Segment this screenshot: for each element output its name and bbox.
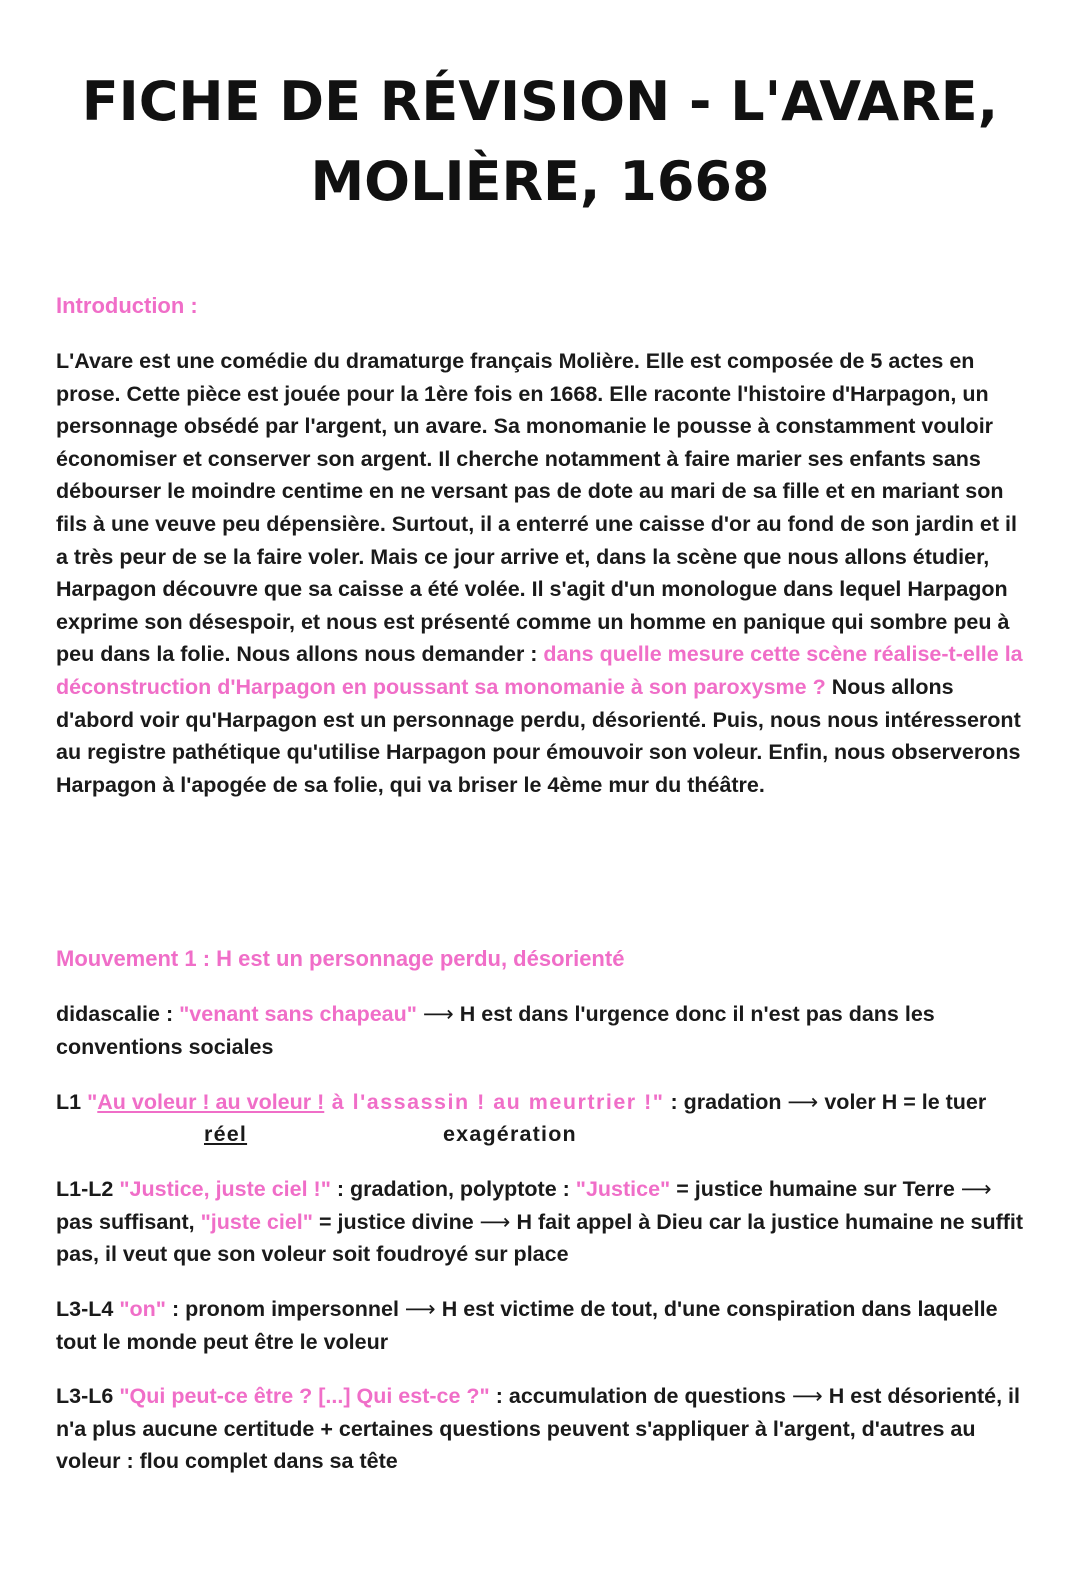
arrow-icon: ⟶ [479,1209,511,1234]
l3l6-quote: "Qui peut-ce être ? [...] Qui est-ce ?" [119,1384,490,1408]
arrow-icon: ⟶ [792,1384,823,1408]
didascalie-text: H est dans l'urgence donc il n'est pas dans les conventions sociales [56,1002,935,1059]
arrow-icon: ⟶ [404,1297,436,1321]
l3l6-ref: L3-L6 [56,1384,120,1408]
l3l4-ref: L3-L4 [56,1297,120,1321]
introduction-heading: Introduction : [56,293,198,318]
didascalie-quote: "venant sans chapeau" [179,1002,417,1026]
didascalie-label: didascalie : [56,1002,180,1026]
l1l2-ref: L1-L2 [56,1177,120,1201]
didascalie-note [56,998,1024,1063]
l1l2-quote2: "Justice" [575,1177,671,1201]
l1-after2: voler H = le tuer [818,1090,987,1114]
title-line-2: MOLIÈRE, 1668 [310,150,770,213]
arrow-icon: ⟶ [416,1002,460,1026]
l1l2-quote1: "Justice, juste ciel !" [119,1177,331,1201]
title-line-1: FICHE DE RÉVISION - L'AVARE, [81,70,999,133]
l1-quote-underlined: Au voleur ! au voleur ! [97,1090,325,1114]
l1-annotation-reel: réel [204,1122,248,1146]
l1l2-text2: = justice humaine sur Terre [670,1177,961,1201]
arrow-icon: ⟶ [787,1090,819,1114]
intro-text-before: L'Avare est une comédie du dramaturge français Molière. Elle est composée de 5 actes en prose. Cette pièce est jouée pour la 1ère fois en 1668. Elle raconte l'histoire d'Harpagon, un personnage obsédé par l'argent, un avare. Sa monomanie le pousse à constamment vouloir économiser et conserver son argent. Il cherche notamment à faire marier ses enfants sans débourser le moindre centime en ne versant pas de dote au mari de sa fille et en mariant son fils à une veuve peu dépensière. Surtout, il a enterré une caisse d'or au fond de son jardin et il a très peur de se la faire voler. Mais ce jour arrive et, dans la scène que nous allons étudier, Harpagon découvre que sa caisse a été volée. Il s'agit d'un monologue dans lequel Harpagon exprime son désespoir, et nous est présenté comme un homme en panique qui sombre peu à peu dans la folie. Nous allons nous demander : [56,349,1017,667]
l3l4-text2: H est victime de tout, d'une conspiration dans laquelle tout le monde peut être le voleur [56,1297,998,1354]
l3l4-quote: "on" [119,1297,166,1321]
l1-annotation-exageration: exagération [443,1122,577,1146]
l1-ref: L1 [56,1090,88,1114]
intro-text-after: Nous allons d'abord voir qu'Harpagon est un personnage perdu, désorienté. Puis, nous nous intéresseront au registre pathétique qu'utilise Harpagon pour émouvoir son voleur. Enfin, nous observerons Harpagon à l'apogée de sa folie, qui va briser le 4ème mur du théâtre. [56,674,1021,797]
l3l6-text2: H est désorienté, il n'a plus aucune certitude + certaines questions peuvent s'appliquer à l'argent, d'autres au voleur : flou complet dans sa tête [56,1384,1020,1474]
l3l6-text1: : accumulation de questions [489,1384,792,1408]
page-title [60,62,1020,222]
l1l2-text4: = justice divine [312,1209,480,1234]
l1-quote-open: " [87,1090,98,1114]
mouvement1-heading: Mouvement 1 : H est un personnage perdu, désorienté [56,946,625,971]
l3l4-text1: : pronom impersonnel [165,1297,405,1321]
l1l2-quote3: "juste ciel" [200,1209,313,1234]
l1-after: : gradation [664,1090,788,1114]
l1l2-text1: : gradation, polyptote : [330,1177,576,1201]
l1l2-text3: pas suffisant, [56,1209,201,1234]
arrow-icon: ⟶ [960,1177,992,1201]
l1-note [56,1086,1024,1119]
l1l2-text5: H fait appel à Dieu car la justice humaine ne suffit pas, il veut que son voleur soit foudroyé sur place [56,1209,1024,1267]
introduction-paragraph [56,345,1024,801]
l3l4-note [56,1293,1024,1358]
l3l6-note [56,1380,1024,1478]
l1-quote-spaced: à l'assassin ! au meurtrier !" [324,1090,665,1114]
problematique: dans quelle mesure cette scène réalise-t-elle la déconstruction d'Harpagon en poussant sa monomanie à son paroxysme ? [56,642,1023,699]
l1l2-note [56,1173,1024,1271]
